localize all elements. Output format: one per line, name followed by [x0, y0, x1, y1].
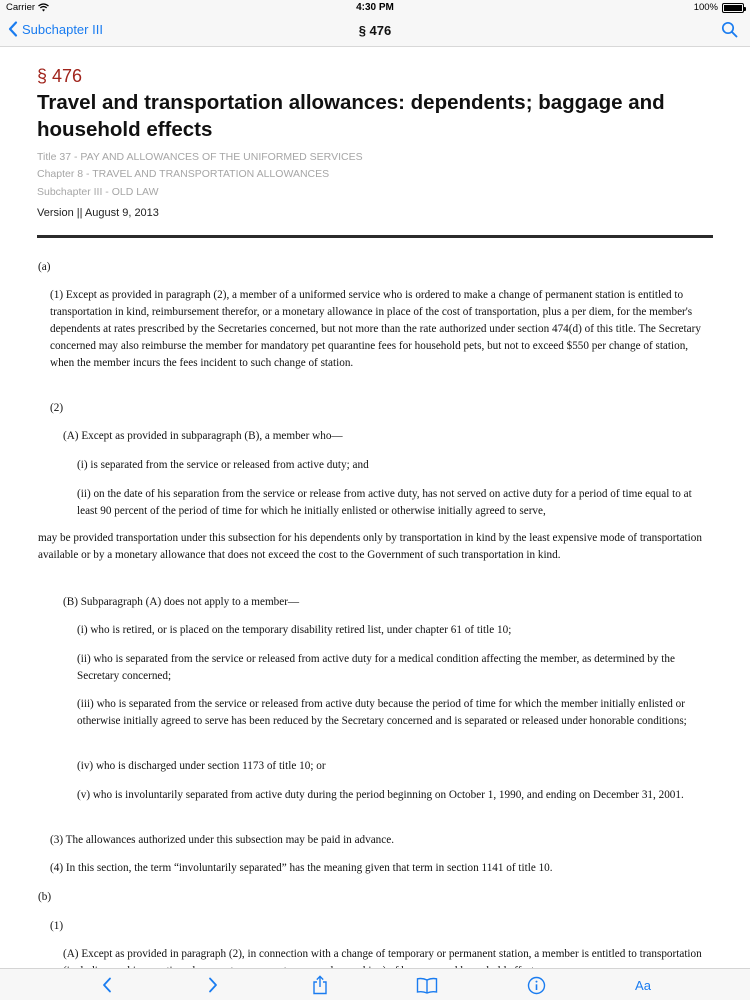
search-icon [721, 21, 738, 38]
chevron-left-icon [8, 21, 18, 37]
section-title: Travel and transportation allowances: dependents; baggage and household effects [37, 91, 665, 141]
book-icon [416, 977, 438, 994]
clause-a-2-A-ii: (ii) on the date of his separation from the service or release from active duty, has not served on active duty for a period of time equal to at least 90 percent of the period of time for which he initially enlisted or otherwise initially agreed to serve, [77, 488, 692, 517]
back-button-label: Subchapter III [22, 21, 103, 37]
share-button[interactable] [309, 974, 331, 996]
carrier-label: Carrier [6, 2, 36, 13]
clause-a-2-B-i: (i) who is retired, or is placed on the temporary disability retired list, under chapter 61 of title 10; [77, 624, 512, 636]
battery-icon [722, 3, 744, 13]
chapter-breadcrumb[interactable]: Chapter 8 - TRAVEL AND TRANSPORTATION ALLOWANCES [37, 168, 330, 180]
navigation-bar [0, 16, 750, 47]
section-number: § 476 [37, 66, 83, 86]
paragraph-a-4: (4) In this section, the term “involuntarily separated” has the meaning given that term in section 1141 of title 10. [50, 862, 553, 874]
clause-a-2-B-iii: (iii) who is separated from the service or released from active duty because the period of time for which the member initially enlisted or otherwise initially agreed to serve has been reduced by the Secretary concerned and is separated or released under honorable conditions; [77, 698, 687, 727]
back-button[interactable] [8, 21, 103, 37]
clause-a-2-B-iv: (iv) who is discharged under section 1173 of title 10; or [77, 760, 326, 772]
chevron-left-icon [102, 977, 112, 993]
share-icon [312, 975, 328, 995]
search-button[interactable] [721, 21, 738, 43]
bottom-toolbar [0, 968, 750, 1000]
subparagraph-b-1-A: (A) Except as provided in paragraph (2), in connection with a change of temporary or permanent station, a member is entitled to transportation [63, 948, 702, 960]
next-section-button[interactable] [202, 974, 224, 996]
title-breadcrumb[interactable]: Title 37 - PAY AND ALLOWANCES OF THE UNIFORMED SERVICES [37, 151, 363, 163]
paragraph-a-1: (1) Except as provided in paragraph (2), a member of a uniformed service who is ordered to make a change of permanent station is entitled to transportation in kind, reimbursement therefor, or a monetary allowance in place of the cost of transportation, plus a per diem, for the member's dependents at rates prescribed by the Secretaries concerned, but not more than the rate authorized under section 474(d) of this title. The Secretary concerned may also reimburse the member for mandatory pet quarantine fees for household pets, but not to exceed $550 per change of station, when the member incurs the fees incident to such change of station. [50, 289, 701, 369]
battery-percent: 100% [693, 2, 718, 13]
info-icon [527, 976, 546, 995]
flush-text-a-2: may be provided transportation under this subsection for his dependents only by transportation in kind by the least expensive mode of transportation available or by a monetary allowance that does not exceed the cost to the Government of such transportation in kind. [38, 532, 702, 561]
battery-level [724, 5, 742, 11]
paragraph-b-1: (1) [50, 920, 64, 932]
clause-a-2-A-i: (i) is separated from the service or released from active duty; and [77, 459, 369, 471]
paragraph-a-3: (3) The allowances authorized under this subsection may be paid in advance. [50, 834, 395, 846]
previous-section-button[interactable] [96, 974, 118, 996]
status-bar [0, 0, 750, 16]
status-right [694, 2, 744, 13]
chevron-right-icon [208, 977, 218, 993]
paragraph-a-2: (2) [50, 402, 64, 414]
bookmarks-button[interactable] [416, 974, 438, 996]
paragraph-a: (a) [38, 261, 51, 273]
subparagraph-a-2-B: (B) Subparagraph (A) does not apply to a member— [63, 596, 300, 608]
subparagraph-a-2-A: (A) Except as provided in subparagraph (B), a member who— [63, 430, 343, 442]
text-size-button[interactable]: Aa [635, 977, 651, 993]
header-divider [37, 235, 713, 238]
subchapter-breadcrumb[interactable]: Subchapter III - OLD LAW [37, 186, 159, 198]
paragraph-b: (b) [38, 891, 52, 903]
clause-a-2-B-ii: (ii) who is separated from the service or released from active duty for a medical condition affecting the member, as determined by the Secretary concerned; [77, 653, 675, 682]
nav-title: § 476 [358, 23, 392, 38]
info-button[interactable] [525, 974, 547, 996]
status-time: 4:30 PM [356, 2, 394, 13]
clause-a-2-B-v: (v) who is involuntarily separated from active duty during the period beginning on October 1, 1990, and ending on December 31, 2001. [77, 789, 684, 801]
version-label: Version || August 9, 2013 [37, 207, 159, 219]
